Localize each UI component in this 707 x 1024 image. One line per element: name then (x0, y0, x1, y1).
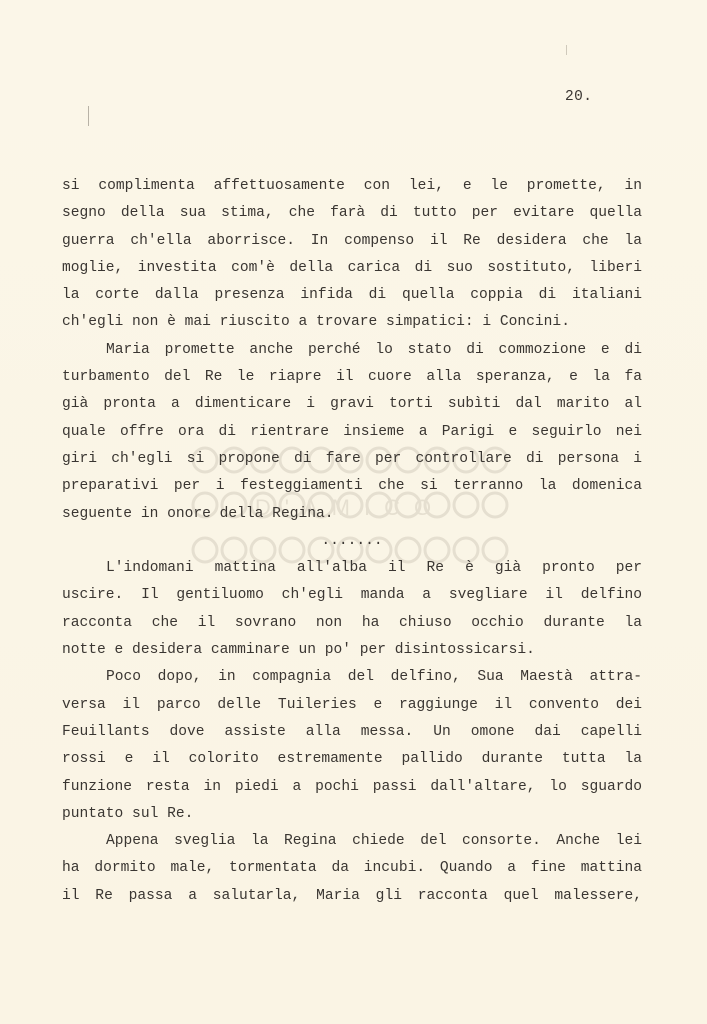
text-line: racconta che il sovrano non ha chiuso occhio durante la (62, 614, 642, 631)
text-line: rossi e il colorito estremamente pallido durante tutta la (62, 751, 642, 768)
text-line: già pronta a dimenticare i gravi torti subìti dal marito al (62, 396, 642, 413)
text-line: guerra ch'ella aborrisce. In compenso il Re desidera che la (62, 232, 642, 249)
margin-mark (88, 106, 89, 126)
text-line: versa il parco delle Tuileries e raggiunge il convento dei (62, 696, 642, 713)
page-number: 20. (565, 89, 593, 105)
text-line: turbamento del Re le riapre il cuore alla speranza, e la fa (62, 369, 642, 386)
text-line: ha dormito male, tormentata da incubi. Quando a fine mattina (62, 860, 642, 877)
text-line: la corte dalla presenza infida di quella coppia di italiani (62, 287, 642, 304)
text-line: segno della sua stima, che farà di tutto per evitare quella (62, 205, 642, 222)
text-line: seguente in onore della Regina. (62, 505, 334, 522)
text-line: preparativi per i festeggiamenti che si terranno la domenica (62, 478, 642, 495)
text-line: ch'egli non è mai riuscito a trovare simpatici: i Concini. (62, 314, 570, 331)
text-line: Appena sveglia la Regina chiede del consorte. Anche lei (106, 833, 642, 850)
text-line: Feuillants dove assiste alla messa. Un omone dai capelli (62, 723, 642, 740)
text-line: giri ch'egli si propone di fare per controllare di persona i (62, 450, 642, 467)
text-line: funzione resta in piedi a pochi passi dall'altare, lo sguardo (62, 778, 642, 795)
scan-mark (566, 45, 567, 55)
text-line: Poco dopo, in compagnia del delfino, Sua Maestà attra- (106, 669, 642, 686)
text-line: L'indomani mattina all'alba il Re è già pronto per (106, 560, 642, 577)
text-line: notte e desidera camminare un po' per disintossicarsi. (62, 642, 535, 659)
text-line: il Re passa a salutarla, Maria gli racconta quel malessere, (62, 887, 642, 904)
text-line: uscire. Il gentiluomo ch'egli manda a svegliare il delfino (62, 587, 642, 604)
text-line: si complimenta affettuosamente con lei, e le promette, in (62, 178, 642, 194)
watermark-text: D'AMICO (254, 495, 446, 520)
section-separator: ....... (321, 532, 383, 549)
text-line: moglie, investita com'è della carica di suo sostituto, liberi (62, 259, 642, 276)
body-text (62, 173, 642, 910)
text-line: Maria promette anche perché lo stato di commozione e di (106, 341, 642, 358)
text-line: puntato sul Re. (62, 805, 194, 822)
text-line: quale offre ora di rientrare insieme a Parigi e seguirlo nei (62, 423, 642, 440)
